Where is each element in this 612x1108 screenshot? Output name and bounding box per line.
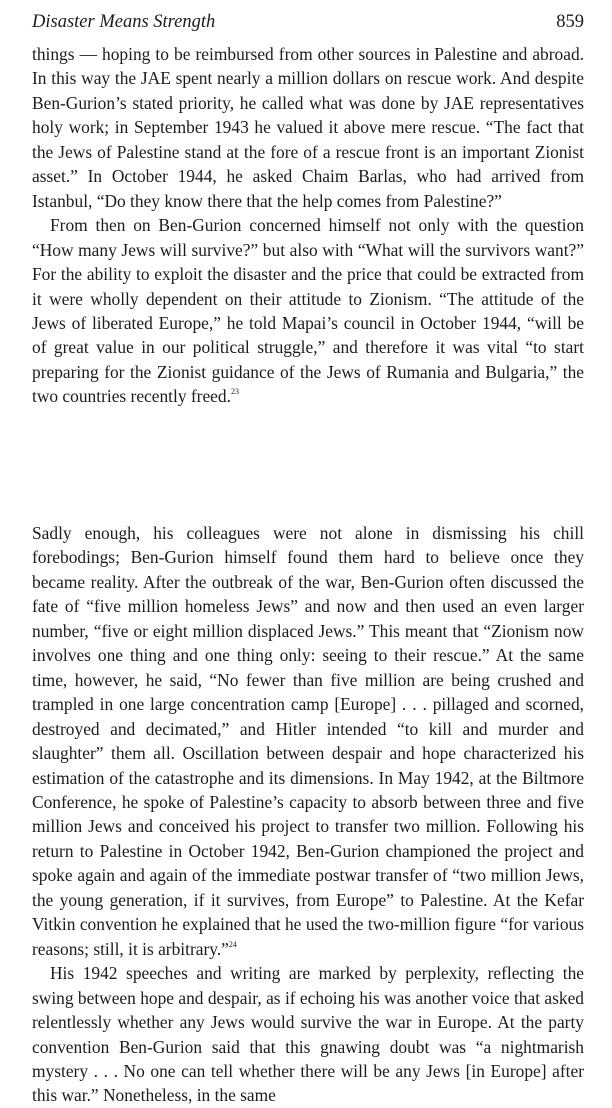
text-section-1	[32, 42, 584, 409]
paragraph-text: His 1942 speeches and writing are marked by perplexity, reflecting the swing between hope and despair, as if echoing his was another voice that asked relentlessly whether any Jews would survive the war in Europe. At the party convention Ben-Gurion said that this gnawing doubt was “a nightmarish mystery . . . No one can tell whether there will be any Jews [in Europe] after this war.” Nonetheless, in the same	[32, 963, 584, 1106]
text-section-2	[32, 521, 584, 1108]
paragraph-text: From then on Ben-Gurion concerned himself not only with the question “How many Jews will survive?” but also with “What will the survivors want?” For the ability to exploit the disaster and the price that could be extracted from it were wholly dependent on their attitude to Zionism. “The attitude of the Jews of liberated Europe,” he told Mapai’s council in October 1944, “will be of great value in our political struggle,” and therefore it was vital “to start preparing for the Zionist guidance of the Jews of Rumania and Bulgaria,” the two countries recently freed.	[32, 215, 584, 407]
section-opening-paragraph	[32, 521, 584, 961]
footnote-reference: 23	[230, 387, 239, 397]
paragraph-continuation	[32, 42, 584, 213]
paragraph	[32, 213, 584, 409]
paragraph	[32, 961, 584, 1108]
page-header	[32, 12, 584, 38]
paragraph-text: Sadly enough, his colleagues were not alone in dismissing his chill forebodings; Ben-Gurion himself found them hard to believe once they became reality. After the outbreak of the war, Ben-Gurion often discussed the fate of “five million homeless Jews” and now and then used an even larger number, “five or eight million displaced Jews.” This meant that “Zionism now involves one thing and one thing only: seeing to their rescue.” At the same time, however, he said, “No fewer than five million are being crushed and trampled in one large concentration camp [Europe] . . . pillaged and scorned, destroyed and decimated,” and Hitler intended “to kill and murder and slaughter” them all. Oscillation between despair and hope characterized his estimation of the catastrophe and its dimensions. In May 1942, at the Biltmore Conference, he spoke of Palestine’s capacity to absorb between three and five million Jews and conceived his project to transfer two million. Following his return to Palestine in October 1942, Ben-Gurion championed the project and spoke again and again of the immediate postwar transfer of “two million Jews, the young generation, if it survives, from Europe” to Palestine. At the Kefar Vitkin convention he explained that he used the two-million figure “for various reasons; still, it is arbitrary.”	[32, 523, 584, 959]
running-head: Disaster Means Strength	[32, 12, 216, 32]
footnote-reference: 24	[228, 939, 237, 949]
paragraph-text: things — hoping to be reimbursed from other sources in Palestine and abroad. In this way the JAE spent nearly a million dollars on rescue work. And despite Ben-Gurion’s stated priority, he called what was done by JAE representatives holy work; in September 1943 he valued it above mere rescue. “The fact that the Jews of Palestine stand at the fore of a rescue front is an important Zionist asset.” In October 1944, he asked Chaim Barlas, who had arrived from Istanbul, “Do they know there that the help comes from Palestine?”	[32, 44, 584, 211]
page-number: 859	[556, 12, 584, 32]
